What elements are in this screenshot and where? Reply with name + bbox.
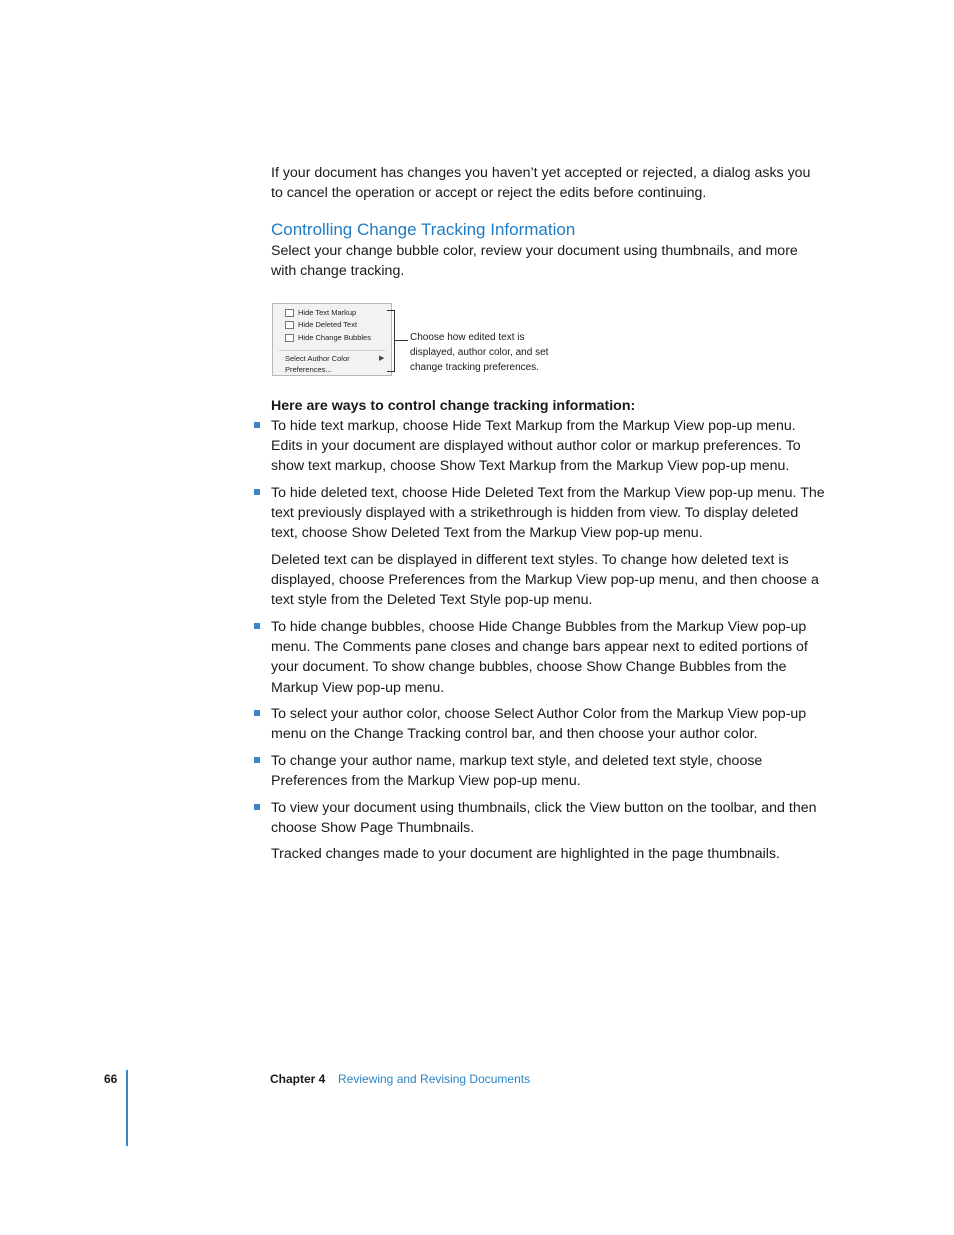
list-item: To hide change bubbles, choose Hide Change Bubbles from the Markup View pop-up menu. The Comments pane closes and change bars appear next to edited portions of your document. To show change bubbles, choose Show Change Bubbles from the Markup View pop-up menu. — [271, 619, 808, 696]
section-intro: Select your change bubble color, review your document using thumbnails, and more with change tracking. — [271, 243, 798, 280]
list-item-followup: Tracked changes made to your document are highlighted in the page thumbnails. — [271, 846, 780, 862]
footer-rule — [126, 1070, 128, 1146]
list-item: To view your document using thumbnails, click the View button on the toolbar, and then choose Show Page Thumbnails. — [271, 800, 817, 837]
menu-item-label: Hide Deleted Text — [298, 320, 358, 329]
submenu-arrow-icon: ▶ — [379, 355, 385, 362]
menu-item-label: Preferences... — [285, 365, 332, 374]
menu-item-label: Select Author Color — [285, 354, 350, 363]
menu-item-label: Hide Text Markup — [298, 308, 357, 317]
callout-bracket — [387, 310, 395, 372]
page-number: 66 — [104, 1072, 118, 1086]
markup-menu-screenshot — [272, 303, 392, 376]
chapter-label: Chapter 4 — [270, 1072, 326, 1086]
section-heading: Controlling Change Tracking Information — [271, 220, 576, 239]
checkbox-icon — [285, 321, 294, 329]
intro-paragraph: If your document has changes you haven’t yet accepted or rejected, a dialog asks you to cancel the operation or accept or reject the edits before continuing. — [271, 165, 811, 202]
list-item: To hide text markup, choose Hide Text Markup from the Markup View pop-up menu. Edits in your document are displayed without author color or markup preferences. To show text markup, choose Show Text Markup from the Markup View pop-up menu. — [271, 418, 801, 475]
checkbox-icon — [285, 309, 294, 317]
list-item: To change your author name, markup text style, and deleted text style, choose Preferences from the Markup View pop-up menu. — [271, 753, 763, 790]
bullet-marker — [254, 804, 260, 810]
checkbox-icon — [285, 334, 294, 342]
bullet-marker — [254, 710, 260, 716]
list-item-followup: Deleted text can be displayed in different text styles. To change how deleted text is displayed, choose Preferences from the Markup View pop-up menu, and then choose a text style from the Deleted Text Style pop-up menu. — [271, 552, 819, 609]
menu-item-hide-text-markup — [285, 308, 356, 317]
list-intro: Here are ways to control change tracking information: — [271, 398, 636, 414]
bullet-marker — [254, 757, 260, 763]
menu-item-label: Hide Change Bubbles — [298, 333, 371, 342]
menu-item-hide-change-bubbles — [285, 333, 371, 342]
bullet-marker — [254, 623, 260, 629]
menu-item-select-author-color — [285, 354, 350, 363]
callout-leader-line — [395, 340, 408, 341]
menu-separator — [279, 350, 385, 351]
bullet-marker — [254, 489, 260, 495]
list-item: To select your author color, choose Select Author Color from the Markup View pop-up menu on the Change Tracking control bar, and then choose your author color. — [271, 706, 807, 743]
figure-caption: Choose how edited text is displayed, author color, and set change tracking preferences. — [410, 332, 549, 373]
list-item: To hide deleted text, choose Hide Deleted Text from the Markup View pop-up menu. The text previously displayed with a strikethrough is hidden from view. To display deleted text, choose Show Deleted Text from the Markup View pop-up menu. — [271, 485, 825, 542]
bullet-marker — [254, 422, 260, 428]
menu-item-preferences — [285, 365, 332, 374]
menu-item-hide-deleted-text — [285, 320, 357, 329]
chapter-title: Reviewing and Revising Documents — [338, 1072, 531, 1086]
